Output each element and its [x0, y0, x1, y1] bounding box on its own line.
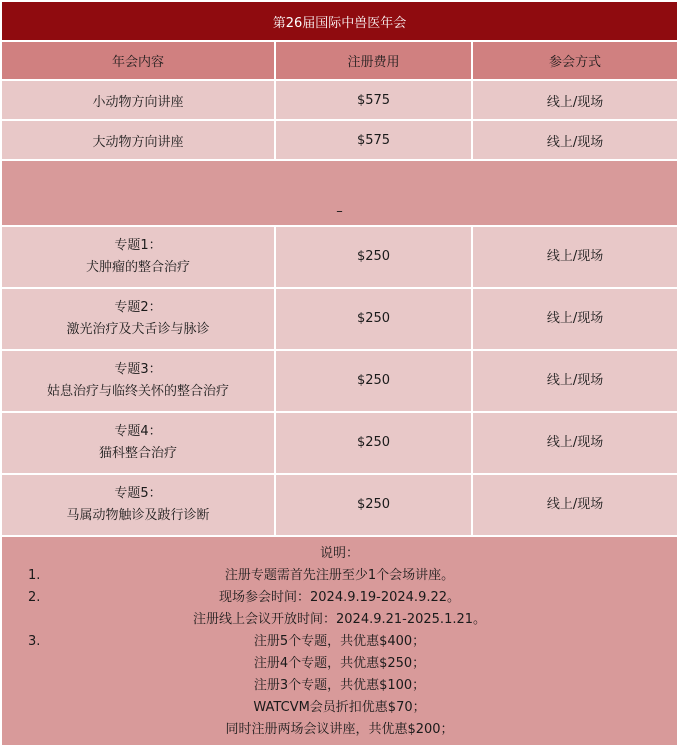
note-item	[2, 719, 677, 741]
note-text: 现场参会时间：2024.9.19-2024.9.22。	[219, 590, 461, 605]
notes-heading: 说明：	[320, 546, 360, 561]
note-text: WATCVM会员折扣优惠$70；	[253, 700, 426, 715]
topic-mode: 线上/现场	[472, 226, 677, 288]
lecture-mode: 线上/现场	[472, 120, 677, 160]
topic-row	[1, 288, 677, 350]
topic-mode: 线上/现场	[472, 474, 677, 536]
note-text: 注册3个专题，共优惠$100；	[253, 678, 426, 693]
note-text: 注册线上会议开放时间：2024.9.21-2025.1.21。	[193, 612, 487, 627]
topic-fee: $250	[275, 412, 472, 474]
topic-row	[1, 412, 677, 474]
topic-fee: $250	[275, 474, 472, 536]
note-item	[2, 587, 677, 609]
lecture-fee: $575	[275, 120, 472, 160]
topic-number: 专题1：	[114, 238, 162, 253]
notes-row	[1, 536, 677, 746]
topic-number: 专题4：	[114, 424, 162, 439]
note-number: 3.	[28, 634, 41, 649]
note-number: 1.	[28, 568, 41, 583]
topic-content	[1, 412, 275, 474]
notes-section	[1, 536, 677, 746]
note-item	[2, 653, 677, 675]
title-row	[1, 1, 677, 41]
lecture-fee: $575	[275, 80, 472, 120]
note-number: 2.	[28, 590, 41, 605]
header-mode: 参会方式	[472, 41, 677, 80]
note-text: 注册4个专题，共优惠$250；	[253, 656, 426, 671]
topic-row	[1, 350, 677, 412]
lecture-content: 小动物方向讲座	[1, 80, 275, 120]
topic-content	[1, 474, 275, 536]
topic-name: 犬肿瘤的整合治疗	[85, 260, 190, 275]
topic-number: 专题3：	[114, 362, 162, 377]
header-content: 年会内容	[1, 41, 275, 80]
note-item	[2, 675, 677, 697]
lecture-mode: 线上/现场	[472, 80, 677, 120]
separator-row	[1, 160, 677, 226]
note-item	[2, 697, 677, 719]
note-text: 同时注册两场会议讲座，共优惠$200；	[225, 722, 454, 737]
separator-text: –	[1, 160, 677, 226]
note-text: 注册5个专题，共优惠$400；	[253, 634, 426, 649]
note-text: 注册专题需首先注册至少1个会场讲座。	[224, 568, 455, 583]
topic-row	[1, 474, 677, 536]
topic-fee: $250	[275, 226, 472, 288]
topic-content	[1, 226, 275, 288]
topic-content	[1, 350, 275, 412]
lecture-row	[1, 80, 677, 120]
lecture-content: 大动物方向讲座	[1, 120, 275, 160]
note-item	[2, 631, 677, 653]
topic-number: 专题5：	[114, 486, 162, 501]
topic-fee: $250	[275, 288, 472, 350]
topic-mode: 线上/现场	[472, 350, 677, 412]
topic-name: 猫科整合治疗	[98, 446, 177, 461]
topic-fee: $250	[275, 350, 472, 412]
topic-name: 马属动物触诊及跛行诊断	[66, 508, 210, 523]
topic-mode: 线上/现场	[472, 412, 677, 474]
topic-row	[1, 226, 677, 288]
note-item	[2, 609, 677, 631]
header-row	[1, 41, 677, 80]
note-item	[2, 565, 677, 587]
topic-name: 激光治疗及犬舌诊与脉诊	[66, 322, 210, 337]
topic-name: 姑息治疗与临终关怀的整合治疗	[46, 384, 229, 399]
table-title: 第26届国际中兽医年会	[1, 1, 677, 41]
topic-content	[1, 288, 275, 350]
lecture-row	[1, 120, 677, 160]
header-fee: 注册费用	[275, 41, 472, 80]
topic-mode: 线上/现场	[472, 288, 677, 350]
topic-number: 专题2：	[114, 300, 162, 315]
